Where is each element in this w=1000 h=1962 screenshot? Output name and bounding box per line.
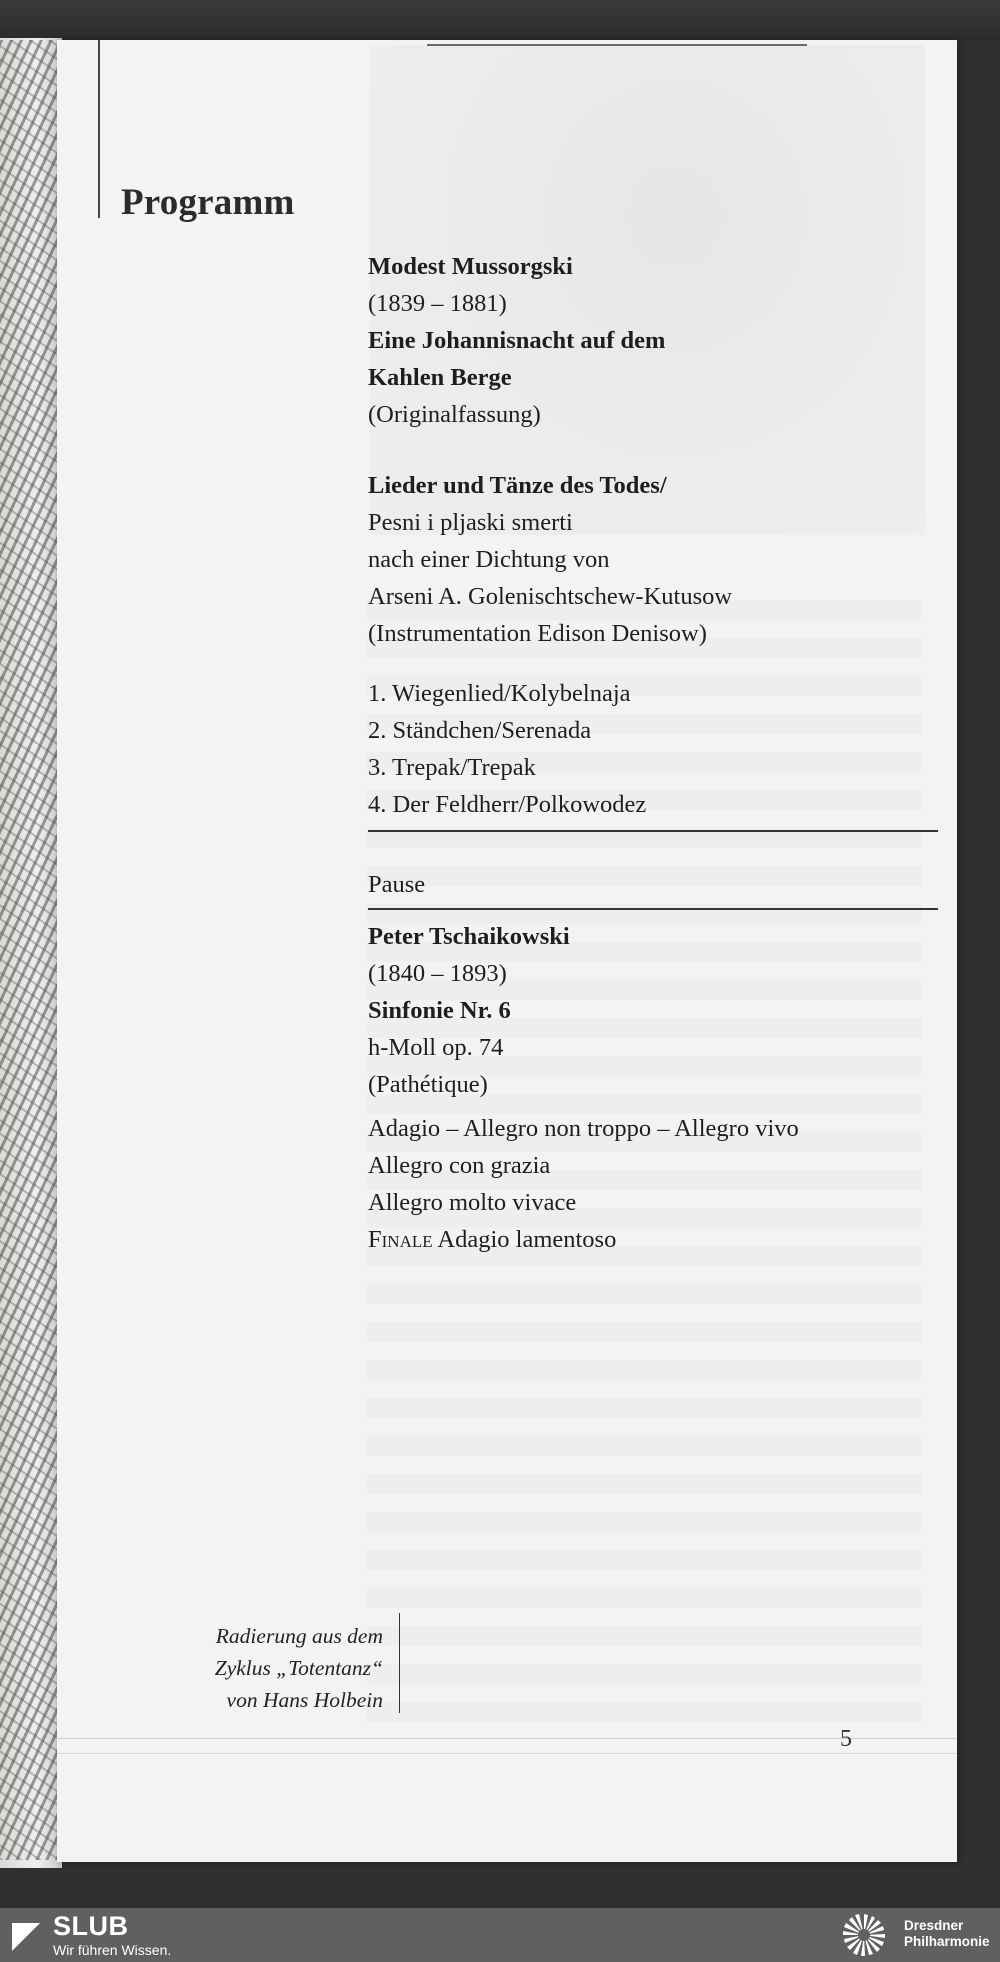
program-list: [368, 248, 938, 1258]
page-number: 5: [840, 1726, 852, 1752]
caption-line: Zyklus „Totentanz“: [214, 1656, 383, 1680]
caption-rule: [399, 1613, 400, 1713]
work-detail: (Instrumentation Edison Denisow): [368, 620, 707, 647]
song-item: 2. Ständchen/Serenada: [368, 717, 592, 744]
finale-text: Adagio lamentoso: [432, 1226, 617, 1253]
caption-line: von Hans Holbein: [226, 1688, 383, 1712]
title-rule: [98, 40, 100, 218]
program-page: [57, 40, 957, 1862]
work-key: h-Moll op. 74: [368, 1034, 504, 1061]
composer-dates: (1839 – 1881): [368, 290, 507, 317]
pause-label: Pause: [368, 871, 426, 898]
composer-mussorgski: Modest Mussorgski: [368, 253, 573, 280]
caption-line: Radierung aus dem: [215, 1624, 383, 1648]
philharmonie-line: Philharmonie: [904, 1934, 990, 1949]
slub-logo-icon[interactable]: [12, 1923, 40, 1951]
page-title: Programm: [121, 182, 295, 223]
top-rule: [427, 44, 807, 46]
composer-tschaikowski: Peter Tschaikowski: [368, 923, 570, 950]
section-divider: [368, 908, 938, 910]
song-item: 3. Trepak/Trepak: [368, 754, 536, 781]
work-detail: nach einer Dichtung von: [368, 546, 610, 573]
etching-illustration: [0, 40, 58, 1860]
work-detail: Pesni i pljaski smerti: [368, 509, 573, 536]
work-title: Lieder und Tänze des Todes/: [368, 472, 667, 499]
slub-tagline: Wir führen Wissen.: [53, 1942, 172, 1958]
scan-background: [0, 0, 1000, 40]
slub-name[interactable]: SLUB: [53, 1911, 129, 1941]
movement-item: Allegro con grazia: [368, 1152, 551, 1179]
work-note: (Originalfassung): [368, 401, 541, 428]
section-divider: [368, 830, 938, 832]
sunburst-logo-icon[interactable]: [841, 1912, 887, 1958]
work-title: Kahlen Berge: [368, 364, 512, 391]
viewer-footer: [0, 1908, 1000, 1962]
composer-dates: (1840 – 1893): [368, 960, 507, 987]
song-item: 1. Wiegenlied/Kolybelnaja: [368, 680, 631, 707]
movement-item: [368, 1221, 938, 1258]
song-item: 4. Der Feldherr/Polkowodez: [368, 791, 647, 818]
movement-item: Adagio – Allegro non troppo – Allegro vivo: [368, 1115, 799, 1142]
philharmonie-name[interactable]: [904, 1918, 990, 1950]
movement-item: Allegro molto vivace: [368, 1189, 577, 1216]
work-title: Eine Johannisnacht auf dem: [368, 327, 666, 354]
work-detail: Arseni A. Golenischtschew-Kutusow: [368, 583, 733, 610]
footer-rules: [57, 1738, 957, 1754]
image-caption: [117, 1620, 383, 1716]
philharmonie-line: Dresdner: [904, 1918, 964, 1933]
work-nickname: (Pathétique): [368, 1071, 488, 1098]
finale-label: Finale: [368, 1226, 433, 1253]
work-title: Sinfonie Nr. 6: [368, 997, 511, 1024]
